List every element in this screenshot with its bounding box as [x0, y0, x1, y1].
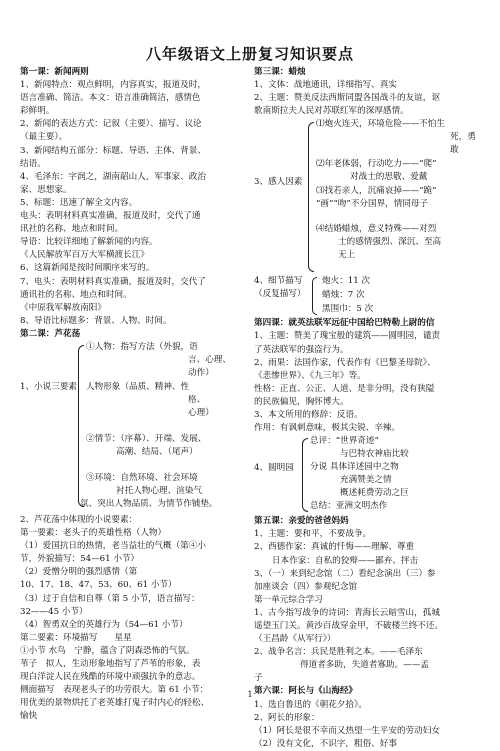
- tree-brace: [78, 345, 84, 507]
- text-line: 节，外貌描写：54—61 小节）: [20, 554, 140, 565]
- tree-item: 无上: [338, 250, 356, 261]
- tree-item: ⑷结婚蜡烛，意义特殊——对烈: [316, 224, 437, 235]
- detail-writing-tree: [254, 275, 484, 317]
- tree-item: 与巴特农神庙比较: [340, 449, 409, 460]
- text-line: 3、新闻结构五部分：标题、导语、主体、背景、: [20, 145, 206, 156]
- text-line: 3、本文所用的修辞：反语。: [254, 410, 363, 421]
- text-line: 第一单元综合学习: [254, 594, 323, 605]
- tree-item: ⑵年老体弱，行动吃力——“爬”: [316, 159, 437, 170]
- text-line: 性格：正直、公正、人道、是非分明，没有狭隘: [254, 383, 435, 394]
- tree-item: 高潮、结局、（尾声）: [116, 446, 198, 457]
- tree-item: “画”“吻”不分国界，情同母子: [316, 199, 429, 210]
- tree-item: 人物形象（品质、精神、性: [86, 381, 190, 392]
- tree-item: 黑围巾：5 次: [322, 304, 374, 315]
- text-line: （2）爱憎分明的强烈感情（第: [20, 567, 138, 578]
- tree-item: 死，勇: [450, 132, 476, 143]
- text-line: 32——45 小节）: [20, 606, 88, 617]
- text-line: 结语。: [20, 158, 46, 169]
- text-line: 日本作家：自私的狡辩——鄙弃、抨击: [272, 555, 419, 566]
- text-line: 电头：表明材料真实准确，报道及时，交代了通: [20, 211, 201, 222]
- tree-item: 格、: [188, 394, 206, 405]
- tree-item: 言、心理、: [188, 354, 231, 365]
- tree-item: 分说 具体详述园中之物: [310, 462, 399, 473]
- text-line: 1、选自鲁迅的《朝花夕拾》。: [254, 699, 367, 710]
- text-line: 歌南斯拉夫人民对苏联红军的深厚感情。: [254, 106, 409, 117]
- tree-root: （反复描写）: [254, 289, 306, 300]
- section-heading: 第三课：蜡烛: [254, 67, 306, 77]
- tree-item: 蜡烛：7 次: [322, 290, 365, 301]
- touching-factors-tree: [254, 118, 484, 275]
- text-line: ①小节 水鸟 宁静，蕴含了阴森恐怖的气氛。: [20, 645, 195, 656]
- left-column: [20, 66, 248, 723]
- tree-item: 炮火：11 次: [322, 276, 371, 287]
- tree-brace: [302, 438, 308, 512]
- section-heading: 第四课：就英法联军远征中国给巴特勒上尉的信: [254, 318, 435, 329]
- section-heading: 第二课：芦花荡: [20, 328, 81, 339]
- text-line: 得道者多助，失道者寡助。——孟: [300, 660, 429, 671]
- text-line: 1、新闻特点：观点鲜明，内容真实，报道及时，: [20, 80, 206, 91]
- text-line: 10、17、18、47、53、60、61 小节）: [20, 580, 177, 591]
- text-line: 语言准确、简洁。本文：语言准确简洁，感情色: [20, 93, 201, 104]
- text-line: 1、主题：要和平，不要战争。: [254, 529, 372, 540]
- text-line: 1、古今指写战争的诗词：青海长云暗雪山，孤城: [254, 607, 440, 618]
- text-line: 作用：有讽刺意味，极其尖锐、辛辣。: [254, 423, 401, 434]
- text-line: （2）没有文化，不识字，粗俗、好事: [254, 738, 397, 749]
- text-line: （1）爱国抗日的热情，老当益壮的气概（第④小: [20, 541, 206, 552]
- text-line: 第一要素：老头子的英雄性格（人物）: [20, 528, 167, 539]
- text-line: 现白洋淀人民在残酷的环境中顽强抗争的意志。: [20, 672, 201, 683]
- text-line: （4）智勇双全的英雄行为（54—61 小节）: [20, 619, 188, 630]
- tree-brace: [312, 277, 317, 315]
- tree-item: 总评：“世界奇迹”: [310, 436, 379, 447]
- tree-item: 心理）: [188, 407, 214, 418]
- text-line: 第二要素：环境描写 星星: [20, 632, 132, 643]
- text-line: 遥望玉门关。黄沙百战穿金甲，不破楼兰终不还。: [254, 620, 444, 631]
- text-line: 2、战争名言：兵民是胜利之本。——毛泽东: [254, 647, 423, 658]
- tree-item: ⑶找若亲人，沉痛哀掉——“跪”: [316, 186, 437, 197]
- tree-item: 对战士的思敬、爱戴: [350, 172, 428, 183]
- tree-item: 氛、突出人物品质、为情节作铺垫。: [80, 498, 218, 509]
- tree-root: 3、感人因素: [254, 177, 303, 188]
- tree-root: 4、细节描写: [254, 276, 303, 287]
- text-line: 1、主题：赞美了瑰宝般的建筑——圆明园，谴责: [254, 331, 440, 342]
- text-line: 《悲惨世界》、《九三年》等。: [254, 370, 366, 381]
- text-line: 2、芦花荡中体现的小说要素：: [20, 514, 138, 525]
- text-line: 3、（一）来到纪念馆（二）看纪念演出（三）参: [254, 568, 436, 579]
- yuanmingyuan-tree: [254, 435, 484, 515]
- tree-item: 总结：亚洲文明杰作: [310, 501, 388, 512]
- section-heading: 第五课：亲爱的爸爸妈妈: [254, 516, 349, 527]
- tree-root: 4、圆明园: [254, 463, 294, 474]
- tree-item: 充满赞美之情: [340, 475, 392, 486]
- tree-item: ⑴炮火连天，环境危险——不怕生: [316, 119, 445, 130]
- text-line: 侧面描写 表现老头子的功劳很大。第 61 小节：: [20, 685, 209, 696]
- text-line: 2、新闻的表达方式：记叙（主要）、描写、议论: [20, 119, 202, 130]
- text-line: 了英法联军的强盗行为。: [254, 344, 349, 355]
- text-line: 《中原我军解放南阳》: [20, 302, 106, 313]
- text-line: 4、毛泽东：字润之，湖南韶山人，军事家、政治: [20, 171, 206, 182]
- tree-item: ①人物：指写方法（外貌，语: [86, 341, 198, 352]
- text-line: 导语：比较详细地了解新闻的内容。: [20, 237, 158, 248]
- text-line: 讯社的名称、地点和时间。: [20, 224, 124, 235]
- right-column: [254, 66, 484, 751]
- tree-item: 动作）: [188, 367, 214, 378]
- page-title: 八年级语文上册复习知识要点: [145, 45, 354, 63]
- tree-item: 敢: [450, 145, 459, 156]
- tree-item: ③环境：自然环境、社会环境: [86, 472, 198, 483]
- text-line: 2、西德作家：真诚的忏悔——理解、尊重: [254, 542, 415, 553]
- text-line: （最主要）。: [20, 132, 68, 143]
- text-line: 1、文体：战地通讯，详细指写、真实: [254, 80, 397, 91]
- text-line: 2、雨果：法国作家，代表作有《巴黎圣母院》、: [254, 357, 436, 368]
- text-line: （3）过于自信和自尊（第 5 小节，语言描写：: [20, 593, 200, 604]
- text-line: 苇子 拟人，生动形象地指写了芦苇的形象，表: [20, 659, 201, 669]
- text-line: 用优美的景物烘托了老英雄打鬼子时内心的轻松、: [20, 698, 210, 709]
- text-line: 愉快: [20, 711, 38, 722]
- text-line: 《人民解放军百万大军横渡长江》: [20, 250, 149, 261]
- text-line: 通讯社的名称、地点和时间。: [20, 289, 132, 300]
- tree-item: 概述耗费劳动之巨: [340, 488, 409, 499]
- text-line: （王昌龄《从军行》）: [254, 634, 336, 645]
- page-number: 1: [247, 690, 253, 699]
- text-line: 彩鲜明。: [20, 106, 55, 117]
- tree-item: 士的感情强烈、深沉、至高: [338, 237, 442, 248]
- section-heading: 第一课：新闻两则: [20, 67, 89, 77]
- tree-item: 衬托人物心理、渲染气: [116, 485, 202, 496]
- text-line: 子: [254, 673, 263, 684]
- text-line: （1）阿长是很不幸而又热望一生平安的劳动妇女: [254, 725, 440, 736]
- tree-root: 1、小说三要素: [20, 381, 78, 392]
- tree-brace: [308, 122, 314, 272]
- tree-item: ②情节：（序幕）、开端、发展、: [86, 433, 207, 444]
- novel-elements-tree: [20, 341, 248, 514]
- text-line: 加座谈会（四）参观纪念馆: [254, 581, 358, 592]
- text-line: 7、电头：表明材料真实准确，报道及时，交代了: [20, 276, 206, 287]
- text-line: 6、这篇新闻是按时间顺序来写的。: [20, 263, 155, 274]
- text-line: 家、思想家。: [20, 184, 72, 195]
- section-heading: 第六课：阿长与《山海经》: [254, 686, 358, 697]
- text-line: 8、导语比标题多：背景、人物、时间。: [20, 315, 172, 326]
- text-line: 2、阿长的形象：: [254, 712, 320, 723]
- text-line: 5、标题：迅速了解全文内容。: [20, 197, 138, 208]
- text-line: 2、主题：赞美反法西斯同盟各国战斗的友谊，讴: [254, 93, 440, 104]
- text-line: 的民族偏见，胸怀博大。: [254, 396, 349, 407]
